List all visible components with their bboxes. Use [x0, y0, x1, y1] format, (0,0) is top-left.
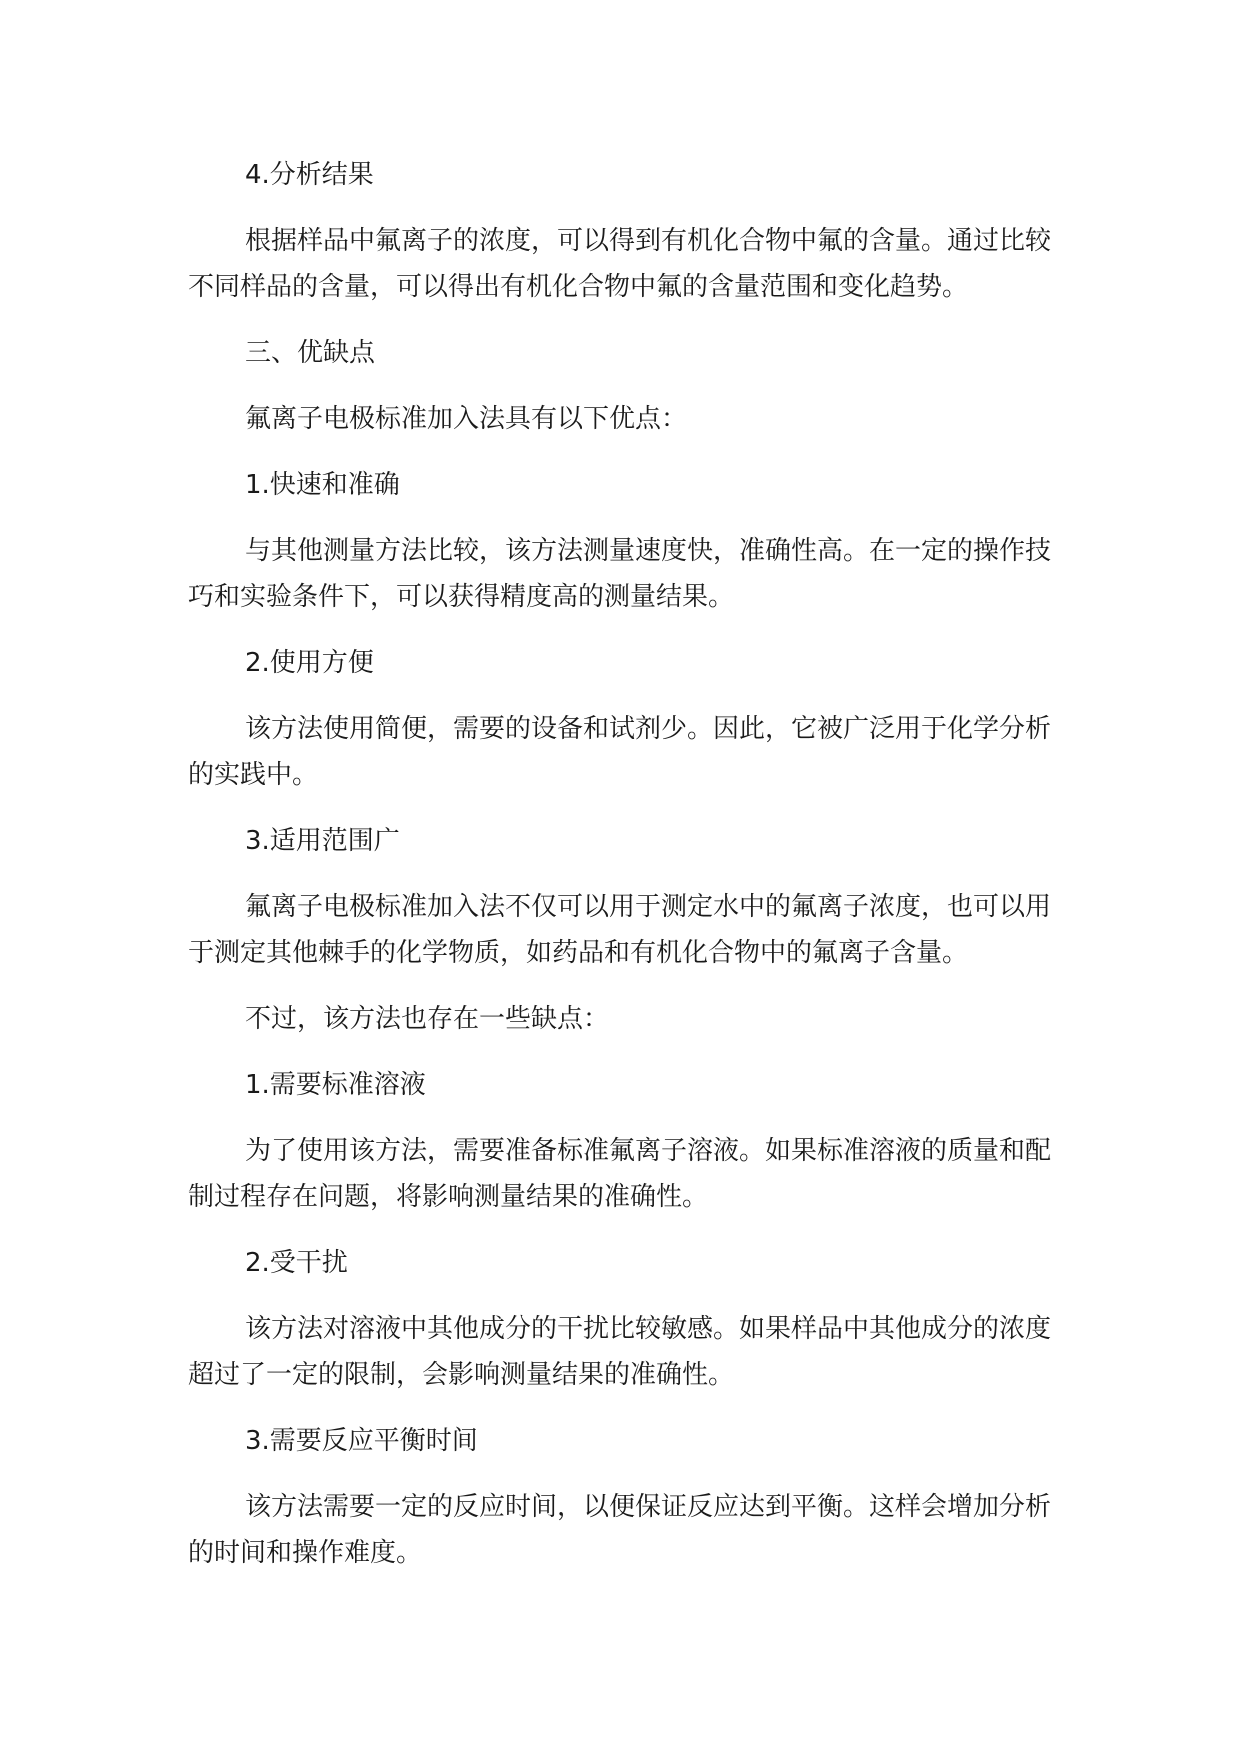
paragraph-disadvantages-intro: 不过，该方法也存在一些缺点：	[245, 1004, 610, 1034]
section-heading-pros-cons: 三、优缺点	[245, 338, 376, 368]
paragraph-advantages-intro: 氟离子电极标准加入法具有以下优点：	[245, 404, 688, 434]
heading-interference: 2.受干扰	[245, 1248, 348, 1278]
heading-needs-standard-solution: 1.需要标准溶液	[245, 1070, 426, 1100]
section-heading-analysis-result: 4.分析结果	[245, 160, 374, 190]
paragraph-interference: 该方法对溶液中其他成分的干扰比较敏感。如果样品中其他成分的浓度超过了一定的限制，会影响测量结果的准确性。	[188, 1314, 1052, 1390]
paragraph-wide-range: 氟离子电极标准加入法不仅可以用于测定水中的氟离子浓度，也可以用于测定其他棘手的化学物质，如药品和有机化合物中的氟离子含量。	[188, 892, 1052, 968]
document-body	[188, 152, 1068, 1596]
heading-wide-range: 3.适用范围广	[245, 826, 400, 856]
heading-fast-accurate: 1.快速和准确	[245, 470, 400, 500]
paragraph-analysis-result: 根据样品中氟离子的浓度，可以得到有机化合物中氟的含量。通过比较不同样品的含量，可以得出有机化合物中氟的含量范围和变化趋势。	[188, 226, 1052, 302]
heading-easy-to-use: 2.使用方便	[245, 648, 374, 678]
paragraph-needs-standard-solution: 为了使用该方法，需要准备标准氟离子溶液。如果标准溶液的质量和配制过程存在问题，将影响测量结果的准确性。	[188, 1136, 1052, 1212]
paragraph-fast-accurate: 与其他测量方法比较，该方法测量速度快，准确性高。在一定的操作技巧和实验条件下，可以获得精度高的测量结果。	[188, 536, 1052, 612]
paragraph-equilibrium-time: 该方法需要一定的反应时间，以便保证反应达到平衡。这样会增加分析的时间和操作难度。	[188, 1492, 1052, 1568]
paragraph-easy-to-use: 该方法使用简便，需要的设备和试剂少。因此，它被广泛用于化学分析的实践中。	[188, 714, 1052, 790]
heading-equilibrium-time: 3.需要反应平衡时间	[245, 1426, 478, 1456]
